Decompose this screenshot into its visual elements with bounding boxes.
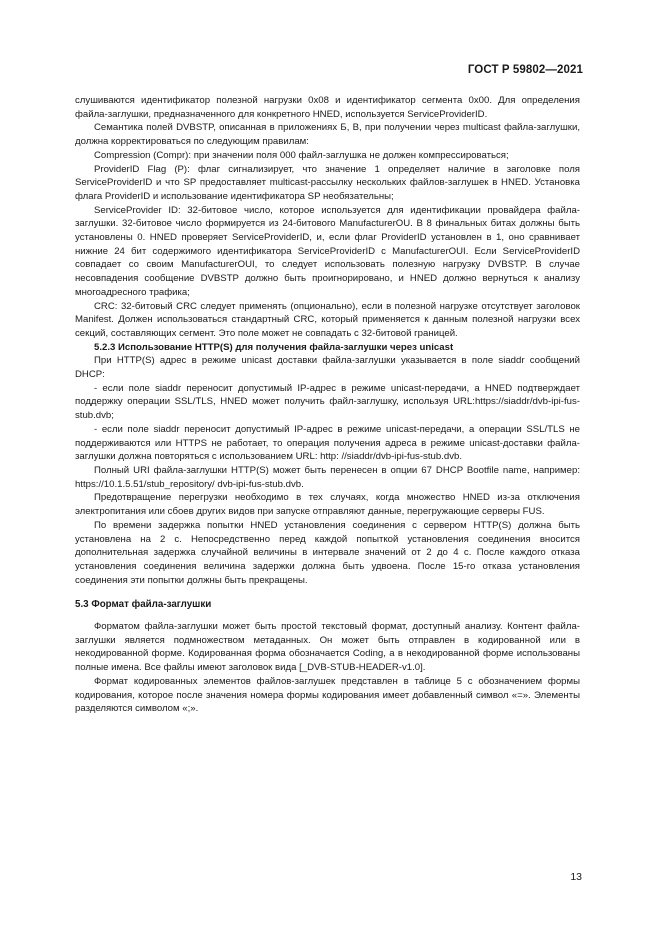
section-heading (75, 598, 580, 612)
paragraph: По времени задержка попытки HNED установления соединения с сервером HTTP(S) должна быть установлена на 2 с. Непосредственно перед каждой попыткой установления соединения вносится дополнительная задержка случайной величины в интервале значений от 2 до 4 с. После каждого отказа установления соединения величина задержки должна быть удвоена. После 15-го отказа установления соединения эти попытки должны быть прекращены. (75, 519, 580, 586)
document-standard-header: ГОСТ Р 59802—2021 (467, 64, 583, 76)
paragraph: Полный URI файла-заглушки HTTP(S) может быть перенесен в опции 67 DHCP Bootfile name, например: https://10.1.5.51/stub_repository/ dvb-ipi-fus-stub.dvb. (75, 464, 580, 490)
paragraph: При HTTP(S) адрес в режиме unicast доставки файла-заглушки указывается в поле siaddr сообщений DHCP: (75, 355, 580, 381)
section-heading-text: 5.3 Формат файла-заглушки (75, 599, 212, 611)
paragraph: ProviderID Flag (P): флаг сигнализирует, что значение 1 определяет наличие в заголовке поля ServiceProviderID и что SP предоставляет multicast-рассылку нескольких файлов-заглушек в HNED. Установка флага ProviderID и использование идентификатора SP необязательны; (75, 163, 580, 202)
subsection-heading: 5.2.3 Использование HTTP(S) для получения файла-заглушки через unicast (94, 341, 454, 353)
paragraph: Семантика полей DVBSTP, описанная в приложениях Б, В, при получении через multicast файла-заглушки, должна корректироваться по следующим правилам: (75, 122, 580, 148)
page-number: 13 (570, 871, 582, 883)
paragraph: Compression (Compr): при значении поля 000 файл-заглушка не должен компрессироваться; (94, 149, 509, 161)
paragraph: Предотвращение перегрузки необходимо в тех случаях, когда множество HNED из-за отключения электропитания или сбоев других видов при запуске отправляют данные, перегружающие серверы FUS. (75, 492, 580, 518)
page-body (75, 94, 580, 716)
paragraph: Форматом файла-заглушки может быть простой текстовый формат, доступный анализу. Контент файла-заглушки является подмножеством метаданных. Он может быть отправлен в кодированной или в некодированной форме. Кодированная форма обозначается Coding, а в некодированной форме использованы полные имена. Все файлы имеют заголовок вида [_DVB-STUB-HEADER-v1.0]. (75, 621, 580, 674)
list-item: - если поле siaddr переносит допустимый IP-адрес в режиме unicast-передачи, а операции SSL/TLS не поддерживаются или HTTPS не работает, то операция получения адреса в режиме unicast-доставки файла-заглушки должна повторяться с использованием URL: http: //siaddr/dvb-ipi-fus-stub.dvb. (75, 423, 580, 463)
list-item: - если поле siaddr переносит допустимый IP-адрес в режиме unicast-передачи, а HNED подтверждает поддержку операции SSL/TLS, HNED может получить файл-заглушку, используя URL:https://siaddr/dvb-ipi-fus-stub.dvb; (75, 382, 580, 422)
paragraph: слушиваются идентификатор полезной нагрузки 0x08 и идентификатор сегмента 0x00. Для определения файла-заглушки, предназначенного для конкретного HNED, используется ServiceProviderID. (75, 95, 580, 120)
paragraph: ServiceProvider ID: 32-битовое число, которое используется для идентификации провайдера файла-заглушки. 32-битовое число формируется из 24-битового ManufacturerOU. В 8 финальных битах должны быть установлены 0. HNED проверяет ServiceProviderID, и, если флаг ProviderID установлен в 1, оно сравнивает нижние 24 бит содержимого идентификатора ServiceProviderID с ManufacturerOUI. Если ServiceProviderID совпадает со своим ManufacturerOUI, то следует использовать полезную нагрузку DVBSTP. В случае несовпадения сообщение DVBSTP должно быть проигнорировано, и HNED должно вернуться к анализу многоадресного трафика; (75, 204, 580, 298)
paragraph: CRC: 32-битовый CRC следует применять (опционально), если в полезной нагрузке отсутствует заголовок Manifest. Должен использоваться стандартный CRC, который применяется к данным полезной нагрузки всех секций, составляющих сегмент. Это поле может не совпадать с 32-битовой границей. (75, 300, 580, 339)
paragraph: Формат кодированных элементов файлов-заглушек представлен в таблице 5 с обозначением формы кодирования, которое после значения номера формы кодирования имеет добавленный символ «=». Элементы разделяются символом «;». (75, 675, 580, 715)
